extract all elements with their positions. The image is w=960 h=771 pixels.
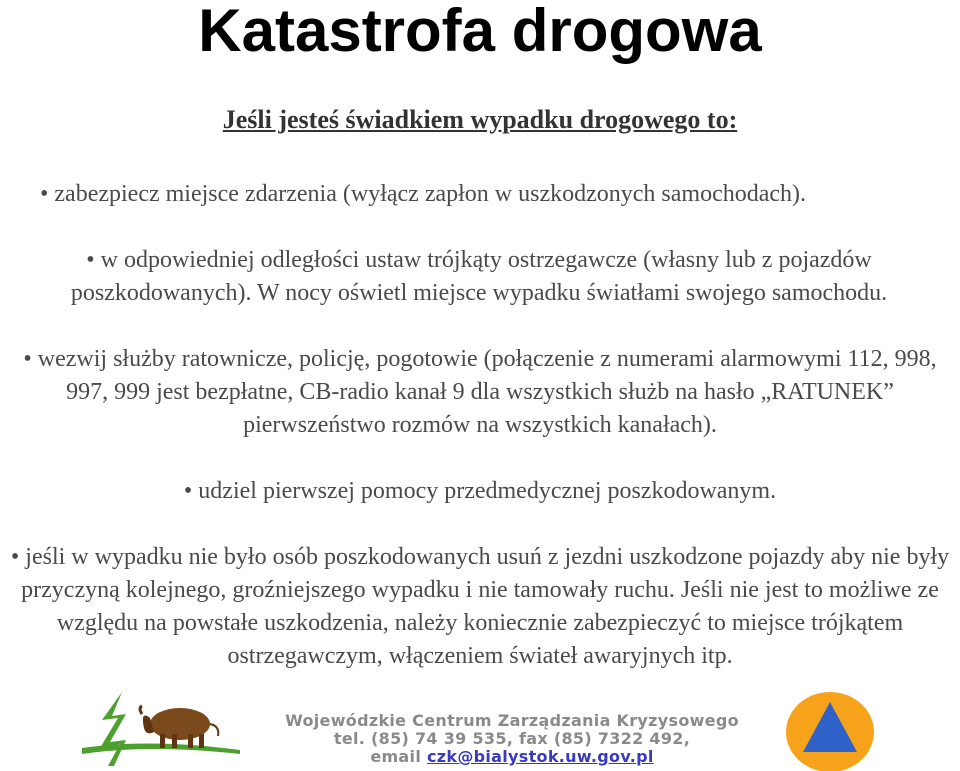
footer-org: Wojewódzkie Centrum Zarządzania Kryzysowego [285,711,739,730]
list-item [40,178,940,211]
list-item [0,541,960,673]
list-item [100,475,860,508]
list-item-text: udziel pierwszej pomocy przedmedycznej poszkodowanym. [198,478,777,504]
bullet: • [40,181,49,207]
list-item [14,244,944,310]
footer-email-line [232,748,792,766]
footer-phone: tel. (85) 74 39 535, fax (85) 7322 492, [333,729,691,748]
bullet: • [10,544,20,570]
bullet: • [86,247,95,273]
page-subtitle: Jeśli jesteś świadkiem wypadku drogowego to: [222,105,738,134]
bullet: • [23,346,32,372]
page-title: Katastrofa drogowa [198,0,762,64]
footer-email-link[interactable]: czk@bialystok.uw.gov.pl [426,747,654,766]
footer-email-label: email [370,747,422,766]
bullet: • [183,478,193,504]
footer-contact [232,712,792,766]
list-item [10,343,950,442]
list-item-text: jeśli w wypadku nie było osób poszkodowanych usuń z jezdni uszkodzone pojazdy aby nie były przyczyną kolejnego, groźniejszego wypadku i nie tamowały ruchu. Jeśli nie jest to możliwe ze względu na powstałe uszkodzenia, należy koniecznie zabezpieczyć to miejsce trójkątem ostrzegawczym, włączeniem świateł awaryjnych itp. [21,544,950,669]
civil-defense-triangle-icon [785,688,875,771]
list-item-text: zabezpiecz miejsce zdarzenia (wyłącz zapłon w uszkodzonych samochodach). [54,181,807,207]
list-item-text: w odpowiedniej odległości ustaw trójkąty ostrzegawcze (własny lub z pojazdów poszkodowanych). W nocy oświetl miejsce wypadku światłami swojego samochodu. [70,247,888,306]
bison-logo-icon [80,688,250,768]
list-item-text: wezwij służby ratownicze, policję, pogotowie (połączenie z numerami alarmowymi 112, 998, 997, 999 jest bezpłatne, CB-radio kanał 9 dla wszystkich służb na hasło „RATUNEK” pierwszeństwo rozmów na wszystkich kanałach). [37,346,937,438]
